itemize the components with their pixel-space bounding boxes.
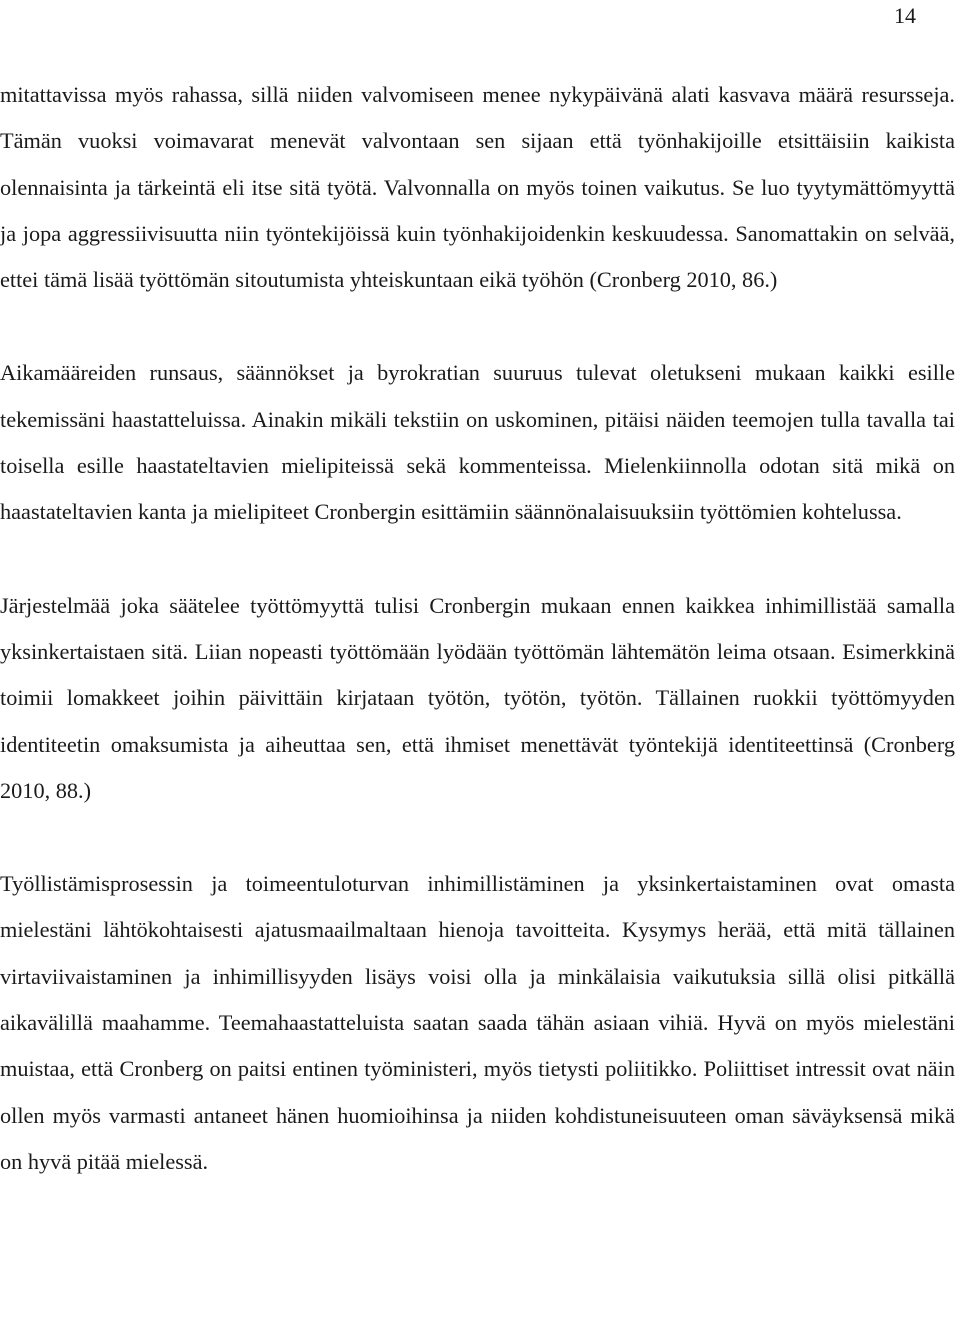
page-number: 14 <box>894 3 916 28</box>
body-text <box>0 72 955 1185</box>
paragraph-1: mitattavissa myös rahassa, sillä niiden valvomiseen menee nykypäivänä alati kasvava määrä resursseja. Tämän vuoksi voimavarat menevät valvontaan sen sijaan että työnhakijoille etsittäisiin kaikista olennaisinta ja tärkeintä eli itse sitä työtä. Valvonnalla on myös toinen vaikutus. Se luo tyytymättömyyttä ja jopa aggressiivisuutta niin työntekijöissä kuin työnhakijoidenkin keskuudessa. Sanomattakin on selvää, ettei tämä lisää työttömän sitoutumista yhteiskuntaan eikä työhön (Cronberg 2010, 86.) <box>0 82 955 293</box>
paragraph-2: Aikamääreiden runsaus, säännökset ja byrokratian suuruus tulevat oletukseni mukaan kaikki esille tekemissäni haastatteluissa. Ainakin mikäli tekstiin on uskominen, pitäisi näiden teemojen tulla tavalla tai toisella esille haastateltavien mielipiteissä sekä kommenteissa. Mielenkiinnolla odotan sitä mikä on haastateltavien kanta ja mielipiteet Cronbergin esittämiin säännönalaisuuksiin työttömien kohtelussa. <box>0 360 955 525</box>
paragraph-4: Työllistämisprosessin ja toimeentuloturvan inhimillistäminen ja yksinkertaistaminen ovat omasta mielestäni lähtökohtaisesti ajatusmaailmaltaan hienoja tavoitteita. Kysymys herää, että mitä tällainen virtaviivaistaminen ja inhimillisyyden lisäys voisi olla ja minkälaisia vaikutuksia sillä olisi pitkällä aikavälillä maahamme. Teemahaastatteluista saatan saada tähän asiaan vihiä. Hyvä on myös mielestäni muistaa, että Cronberg on paitsi entinen työministeri, myös tietysti poliitikko. Poliittiset intressit ovat näin ollen myös varmasti antaneet hänen huomioihinsa ja niiden kohdistuneisuuteen oman säväyksensä mikä on hyvä pitää mielessä. <box>0 871 955 1174</box>
paragraph-3: Järjestelmää joka säätelee työttömyyttä tulisi Cronbergin mukaan ennen kaikkea inhimillistää samalla yksinkertaistaen sitä. Liian nopeasti työttömään lyödään työttömän lähtemätön leima otsaan. Esimerkkinä toimii lomakkeet joihin päivittäin kirjataan työtön, työtön, työtön. Tällainen ruokkii työttömyyden identiteetin omaksumista ja aiheuttaa sen, että ihmiset menettävät työntekijä identiteettinsä (Cronberg 2010, 88.) <box>0 592 955 803</box>
